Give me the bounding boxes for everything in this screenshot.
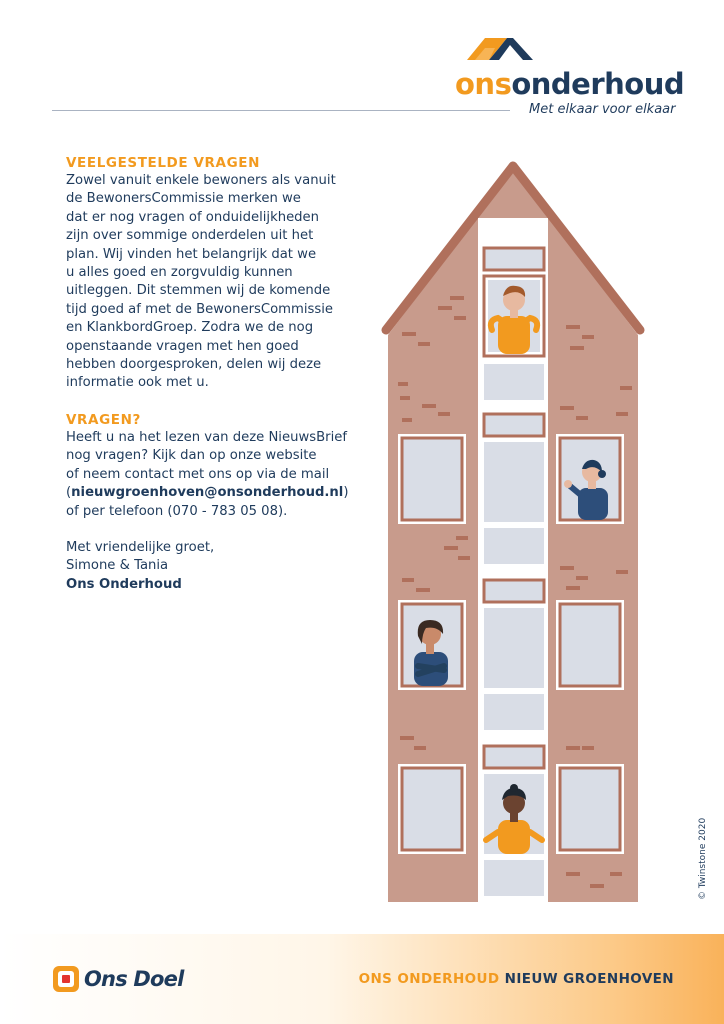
ons-doel-logo xyxy=(52,965,184,993)
article-text xyxy=(66,154,366,594)
faq-body: Zowel vanuit enkele bewoners als vanuit de BewonersCommissie merken we dat er nog vragen of onduidelijkheden zijn over sommige onderdelen uit het plan. Wij vinden het belangrijk dat we u alles goed en zorgvuldig kunnen uitleggen. Dit stemmen wij de komende tijd goed af met de BewonersCommissie en KlankbordGroep. Zodra we de nog openstaande vragen met hen goed hebben doorgesproken, delen wij deze informatie ook met u. xyxy=(66,173,336,391)
roof-logo-icon xyxy=(459,30,539,64)
questions-body: Heeft u na het lezen van deze NieuwsBrief nog vragen? Kijk dan op onze website of neem contact met ons op via de mail xyxy=(66,429,347,482)
questions-heading: VRAGEN? xyxy=(66,411,141,428)
logo-tagline: Met elkaar voor elkaar xyxy=(529,102,676,117)
logo-ons: ons xyxy=(455,67,512,101)
email-link[interactable]: nieuwgroenhoven@onsonderhoud.nl xyxy=(71,485,344,501)
copyright-notice: © Twinstone 2020 xyxy=(698,817,708,900)
ons-doel-mark-icon xyxy=(52,965,80,993)
project-title: ONS ONDERHOUD NIEUW GROENHOVEN xyxy=(358,971,674,987)
phone-line: of per telefoon (070 - 783 05 08). xyxy=(66,503,288,519)
logo-wordmark xyxy=(455,67,684,101)
signature: Ons Onderhoud xyxy=(66,576,182,592)
logo-onderhoud: onderhoud xyxy=(511,67,685,101)
faq-heading: VEELGESTELDE VRAGEN xyxy=(66,155,260,171)
person-left-icon xyxy=(414,620,448,686)
header-divider xyxy=(52,110,510,111)
greeting: Met vriendelijke groet, xyxy=(66,539,215,555)
ons-doel-name: Ons Doel xyxy=(84,967,184,991)
email-line: (nieuwgroenhoven@onsonderhoud.nl) xyxy=(66,485,349,501)
footer xyxy=(0,934,724,1024)
names: Simone & Tania xyxy=(66,558,169,574)
building-illustration xyxy=(380,160,650,905)
